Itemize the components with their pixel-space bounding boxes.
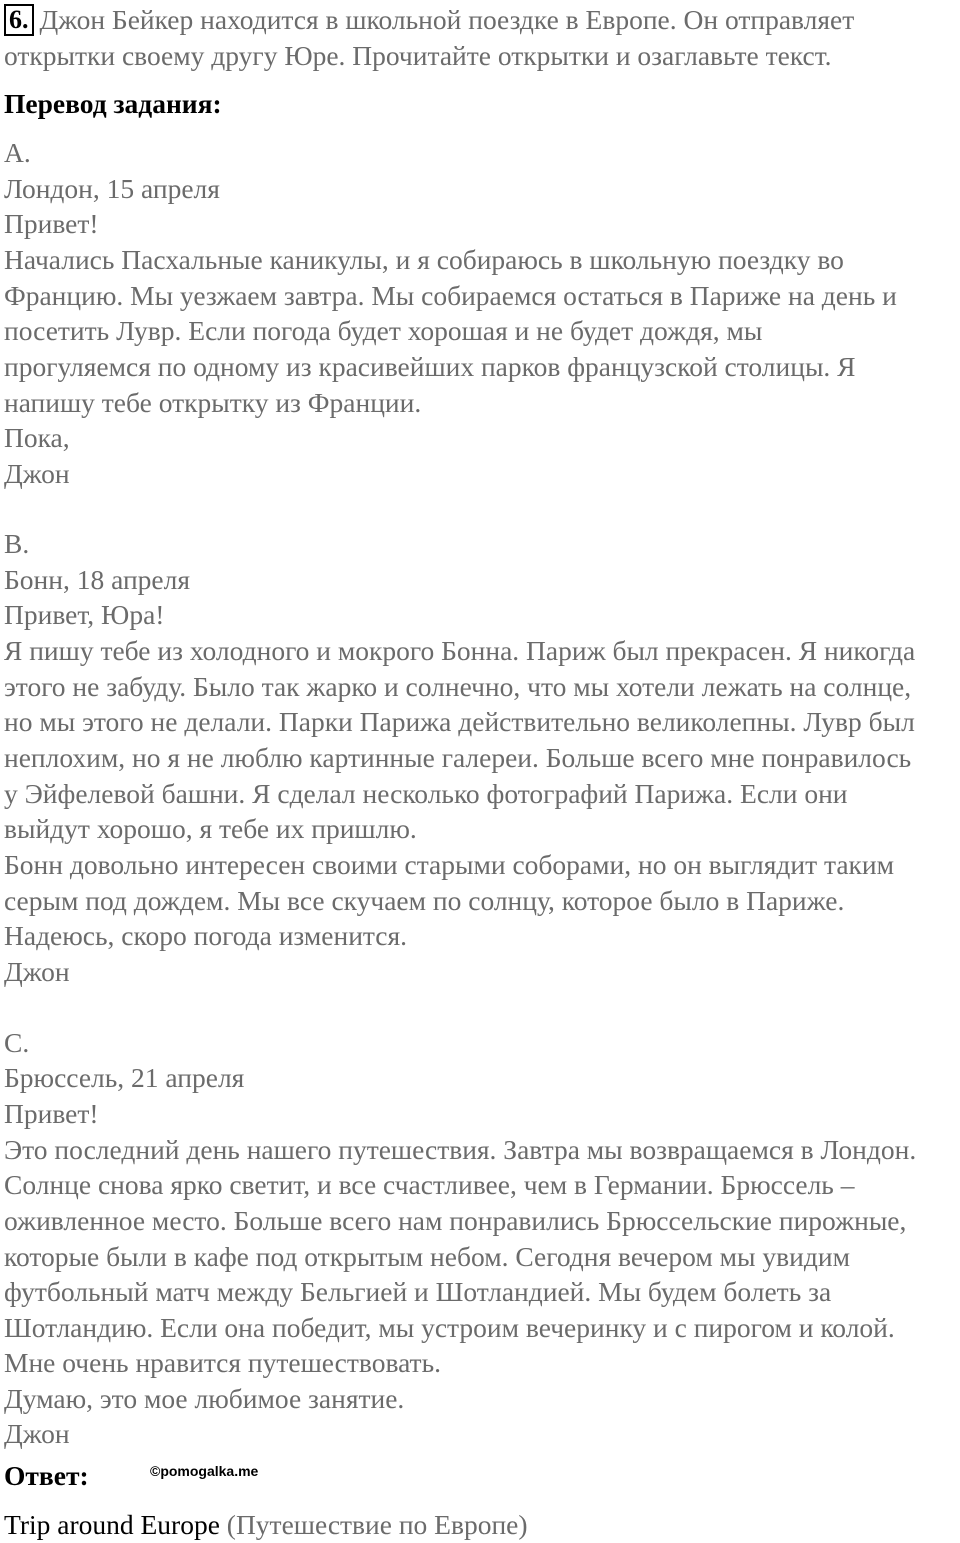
letter-c-body-line: Шотландию. Если она победит, мы устроим вечеринку и с пирогом и колой. <box>4 1312 895 1343</box>
translation-heading: Перевод задания: <box>4 88 222 119</box>
letter-b-body-line: серым под дождем. Мы все скучаем по солнцу, которое было в Париже. <box>4 885 845 916</box>
letter-a-signature: Джон <box>4 458 70 489</box>
letter-c-greeting: Привет! <box>4 1098 99 1129</box>
letter-c-label: C. <box>4 1027 30 1058</box>
task-number-badge: 6. <box>4 4 34 36</box>
letter-b-body-line: Надеюсь, скоро погода изменится. <box>4 920 408 951</box>
letter-b-body-line: этого не забуду. Было так жарко и солнечно, что мы хотели лежать на солнце, <box>4 671 912 702</box>
answer-line <box>4 1507 528 1543</box>
watermark: ©pomogalka.me <box>150 1463 259 1479</box>
task-line-1 <box>4 2 854 38</box>
letter-c-body-line: Это последний день нашего путешествия. Завтра мы возвращаемся в Лондон. <box>4 1134 917 1165</box>
letter-b-body-line: у Эйфелевой башни. Я сделал несколько фотографий Парижа. Если они <box>4 778 848 809</box>
letter-b-signature: Джон <box>4 956 70 987</box>
letter-c-body-line: футбольный матч между Бельгией и Шотландией. Мы будем болеть за <box>4 1276 832 1307</box>
answer-english: Trip around Europe <box>4 1509 220 1540</box>
letter-a-greeting: Привет! <box>4 208 99 239</box>
letter-c-body-line: которые были в кафе под открытым небом. Сегодня вечером мы увидим <box>4 1241 850 1272</box>
letter-c-body-line: Думаю, это мое любимое занятие. <box>4 1383 405 1414</box>
letter-b-label: B. <box>4 528 30 559</box>
letter-b-body-line: но мы этого не делали. Парки Парижа действительно великолепны. Лувр был <box>4 706 915 737</box>
letter-b-place-date: Бонн, 18 апреля <box>4 564 190 595</box>
task-line-2: открытки своему другу Юре. Прочитайте открытки и озаглавьте текст. <box>4 40 832 71</box>
letter-b-body-line: неплохим, но я не люблю картинные галереи. Больше всего мне понравилось <box>4 742 912 773</box>
letter-c-signature: Джон <box>4 1418 70 1449</box>
letter-b-body-line: Я пишу тебе из холодного и мокрого Бонна. Париж был прекрасен. Я никогда <box>4 635 916 666</box>
letter-b-body-line: Бонн довольно интересен своими старыми соборами, но он выглядит таким <box>4 849 895 880</box>
letter-c-body-line: оживленное место. Больше всего нам понравились Брюссельские пирожные, <box>4 1205 907 1236</box>
letter-a-body-line: прогуляемся по одному из красивейших парков французской столицы. Я <box>4 351 856 382</box>
letter-a-label: A. <box>4 137 31 168</box>
task-text-1: Джон Бейкер находится в школьной поездке в Европе. Он отправляет <box>39 4 855 35</box>
letter-a-place-date: Лондон, 15 апреля <box>4 173 220 204</box>
letter-c-body-line: Мне очень нравится путешествовать. <box>4 1347 441 1378</box>
letter-a-body-line: напишу тебе открытку из Франции. <box>4 387 422 418</box>
answer-heading: Ответ: <box>4 1460 89 1491</box>
letter-b-greeting: Привет, Юра! <box>4 599 165 630</box>
letter-a-body-line: Францию. Мы уезжаем завтра. Мы собираемся остаться в Париже на день и <box>4 280 897 311</box>
letter-a-body-line: посетить Лувр. Если погода будет хорошая и не будет дождя, мы <box>4 315 763 346</box>
answer-russian: (Путешествие по Европе) <box>226 1509 528 1540</box>
letter-c-body-line: Солнце снова ярко светит, и все счастливее, чем в Германии. Брюссель – <box>4 1169 855 1200</box>
letter-a-body-line: Пока, <box>4 422 70 453</box>
letter-b-body-line: выйдут хорошо, я тебе их пришлю. <box>4 813 417 844</box>
letter-c-place-date: Брюссель, 21 апреля <box>4 1062 245 1093</box>
letter-a-body-line: Начались Пасхальные каникулы, и я собираюсь в школьную поездку во <box>4 244 844 275</box>
